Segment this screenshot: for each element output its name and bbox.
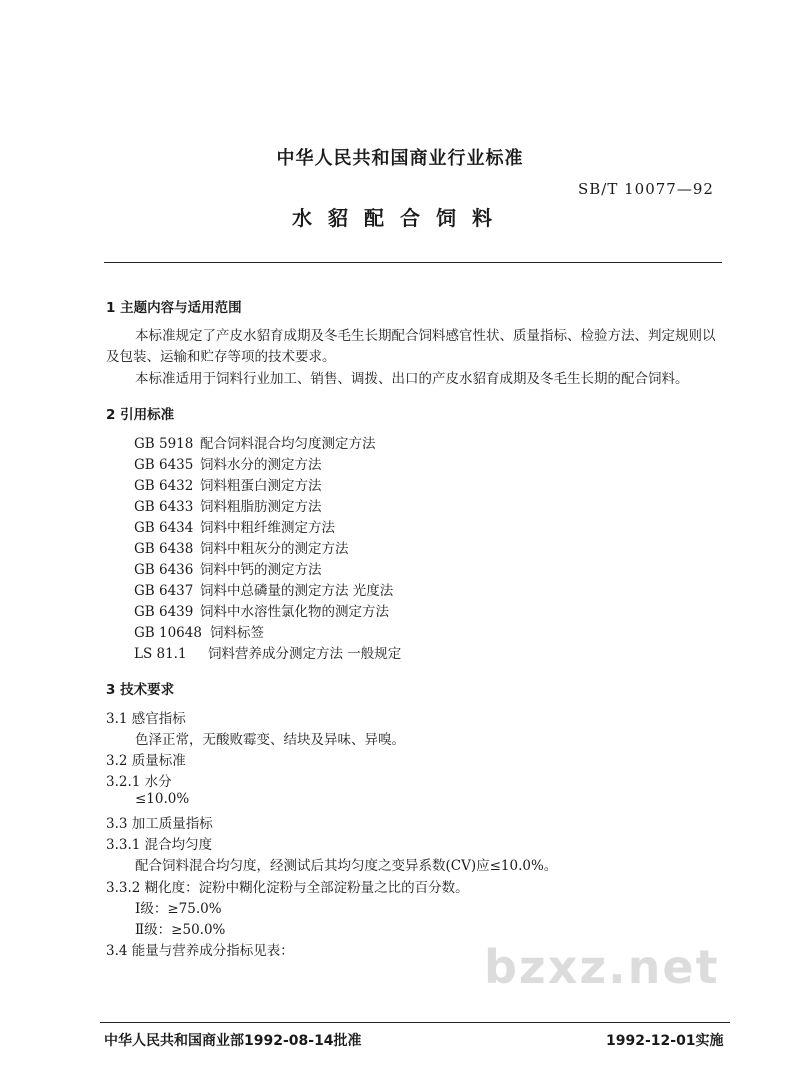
reference-item xyxy=(134,579,393,599)
reference-code: GB 6439 xyxy=(134,604,194,620)
reference-item xyxy=(134,516,335,536)
section-2-heading: 2 引用标准 xyxy=(106,407,175,423)
reference-code: GB 6434 xyxy=(134,520,194,536)
reference-name: 饲料中水溶性氯化物的测定方法 xyxy=(200,604,389,620)
reference-code: GB 6435 xyxy=(134,457,194,473)
section-1-heading: 1 主题内容与适用范围 xyxy=(106,300,242,316)
watermark: bzxz.net xyxy=(484,940,720,994)
reference-code: GB 6432 xyxy=(134,478,194,494)
reference-name: 饲料中钙的测定方法 xyxy=(200,562,322,578)
reference-name: 饲料粗脂肪测定方法 xyxy=(200,499,322,515)
reference-name: 饲料中粗纤维测定方法 xyxy=(200,520,335,536)
clause-3-3-1-heading: 3.3.1 混合均匀度 xyxy=(106,837,213,853)
reference-name: 饲料水分的测定方法 xyxy=(200,457,322,473)
reference-item xyxy=(134,474,322,494)
reference-code: GB 6438 xyxy=(134,541,194,557)
clause-3-2-heading: 3.2 质量标准 xyxy=(106,753,186,769)
reference-name: 饲料标签 xyxy=(210,625,264,641)
grade-2-value: Ⅱ级：≥50.0% xyxy=(135,922,226,938)
reference-item xyxy=(134,621,264,641)
reference-code: GB 6437 xyxy=(134,583,194,599)
reference-item xyxy=(134,432,376,452)
header-divider xyxy=(104,262,722,263)
clause-3-3-1-text: 配合饲料混合均匀度，经测试后其均匀度之变异系数(CV)应≤10.0%。 xyxy=(135,858,558,874)
reference-item xyxy=(134,558,322,578)
reference-code: GB 5918 xyxy=(134,436,194,452)
document-title: 水貂配合饲料 xyxy=(292,206,508,230)
reference-name: 饲料中粗灰分的测定方法 xyxy=(200,541,349,557)
section-1-para-2: 本标准适用于饲料行业加工、销售、调拨、出口的产皮水貂育成期及冬毛生长期的配合饲料。 xyxy=(135,371,689,387)
footer-divider xyxy=(100,1022,730,1023)
section-1-para-1-line-1: 本标准规定了产皮水貂育成期及冬毛生长期配合饲料感官性状、质量指标、检验方法、判定规则以 xyxy=(135,328,716,344)
reference-code: GB 6436 xyxy=(134,562,194,578)
reference-name: 饲料营养成分测定方法 一般规定 xyxy=(208,646,402,662)
reference-item xyxy=(134,453,322,473)
reference-code: GB 10648 xyxy=(134,625,202,641)
reference-item xyxy=(134,537,349,557)
reference-name: 配合饲料混合均匀度测定方法 xyxy=(200,436,376,452)
reference-name: 饲料粗蛋白测定方法 xyxy=(200,478,322,494)
reference-item xyxy=(134,495,322,515)
reference-item xyxy=(134,600,389,620)
ministry-standard-heading: 中华人民共和国商业行业标准 xyxy=(276,148,524,169)
clause-3-4-text: 3.4 能量与营养成分指标见表： xyxy=(106,943,294,959)
approval-line: 中华人民共和国商业部1992-08-14批准 xyxy=(104,1033,362,1049)
grade-1-value: Ⅰ级：≥75.0% xyxy=(135,901,222,917)
implementation-date: 1992-12-01实施 xyxy=(606,1033,724,1049)
clause-3-1-text: 色泽正常，无酸败霉变、结块及异味、异嗅。 xyxy=(135,732,405,748)
clause-3-3-2-text: 3.3.2 糊化度：淀粉中糊化淀粉与全部淀粉量之比的百分数。 xyxy=(106,880,469,896)
reference-item xyxy=(134,642,401,662)
standard-code: SB/T 10077—92 xyxy=(578,180,714,198)
reference-code: LS 81.1 xyxy=(134,646,187,662)
reference-name: 饲料中总磷量的测定方法 光度法 xyxy=(200,583,394,599)
clause-3-1-heading: 3.1 感官指标 xyxy=(106,711,186,727)
clause-3-2-1-heading: 3.2.1 水分 xyxy=(106,774,172,790)
clause-3-2-1-value: ≤10.0% xyxy=(135,791,190,807)
section-1-para-1-line-2: 及包装、运输和贮存等项的技术要求。 xyxy=(106,349,336,365)
clause-3-3-heading: 3.3 加工质量指标 xyxy=(106,816,213,832)
section-3-heading: 3 技术要求 xyxy=(106,682,175,698)
reference-code: GB 6433 xyxy=(134,499,194,515)
